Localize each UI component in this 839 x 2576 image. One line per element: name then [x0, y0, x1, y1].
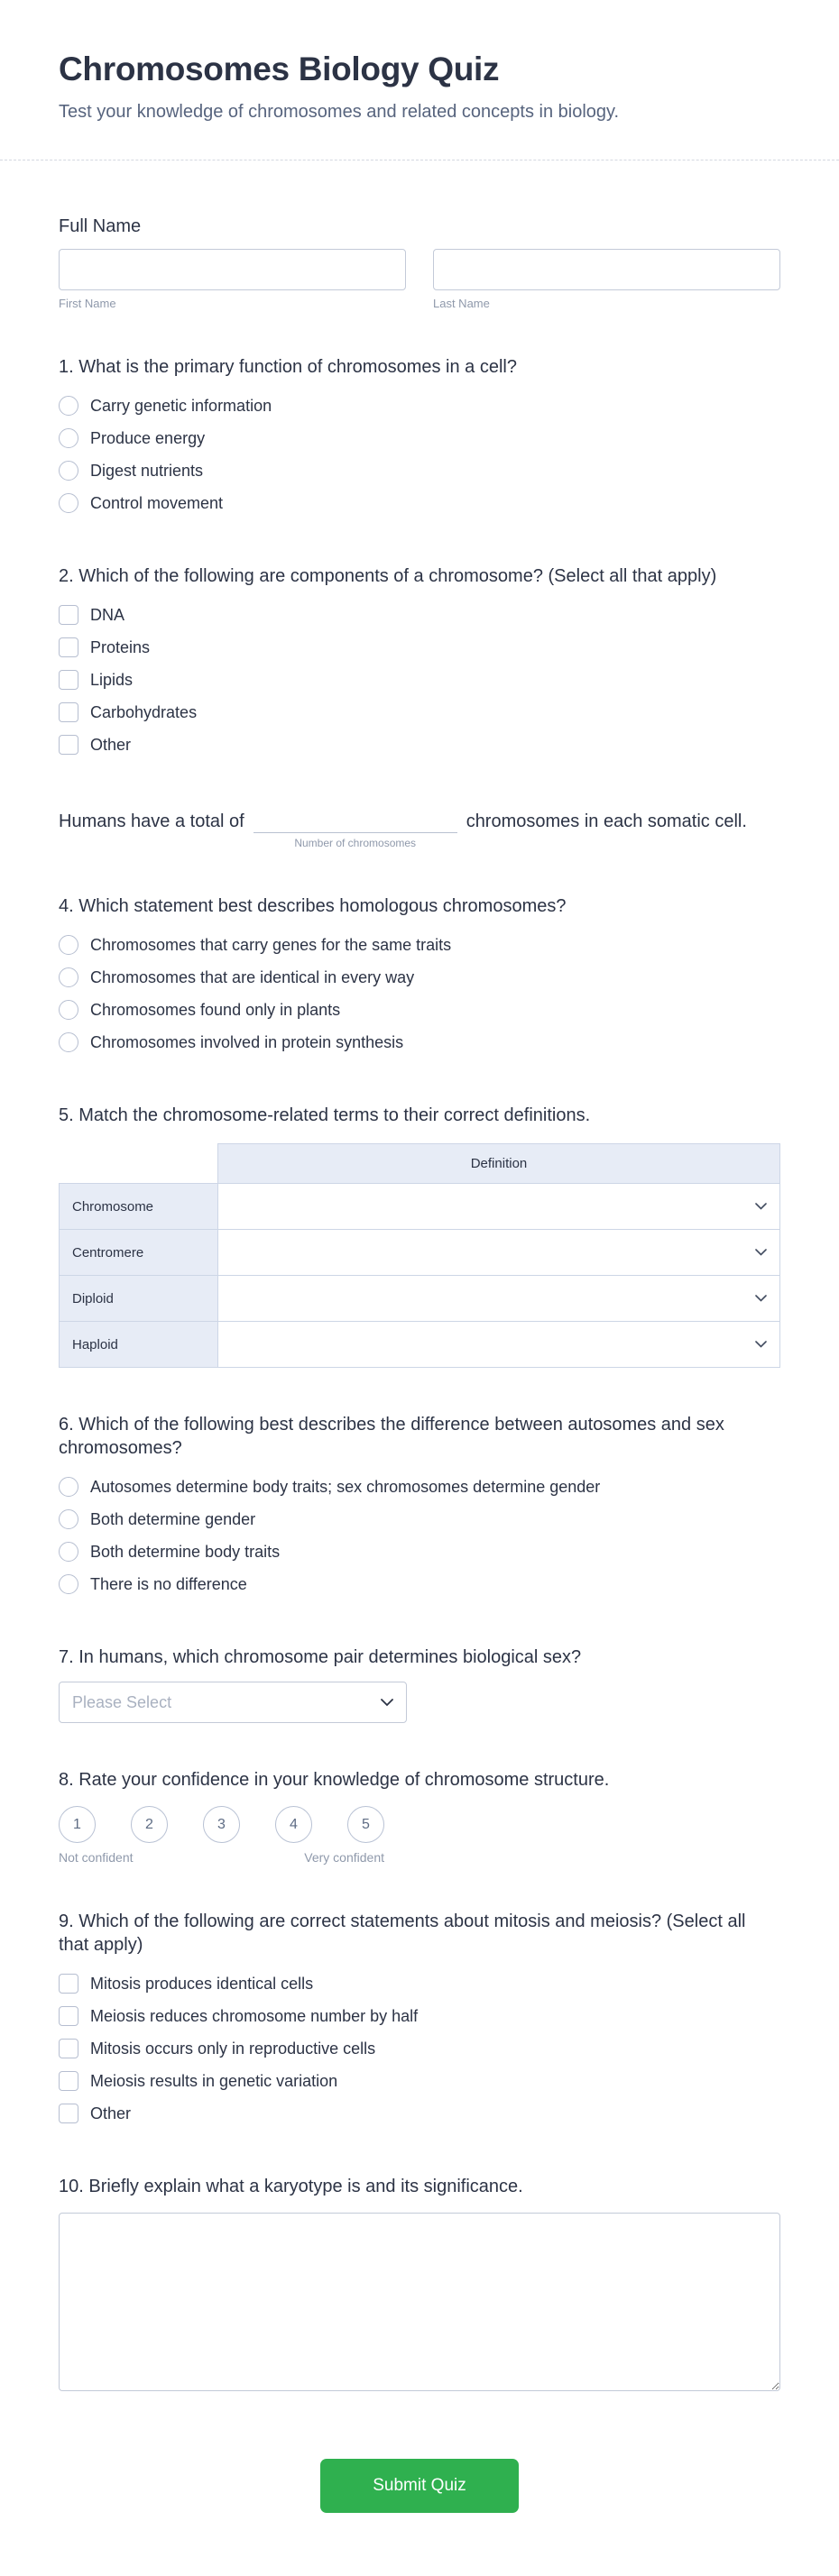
matrix-cell [218, 1276, 780, 1322]
first-name-input[interactable] [59, 249, 406, 290]
q9-option-2[interactable] [59, 2000, 780, 2032]
question-2 [59, 564, 780, 761]
option-label: Chromosomes involved in protein synthesis [90, 1032, 404, 1051]
q2-option-2[interactable] [59, 631, 780, 664]
scale-right-label: Very confident [304, 1850, 384, 1865]
q9-option-other[interactable] [59, 2097, 780, 2130]
submit-button[interactable]: Submit Quiz [320, 2459, 519, 2513]
form-header [0, 0, 839, 160]
option-label: Carry genetic information [90, 396, 272, 415]
option-label: Digest nutrients [90, 461, 204, 480]
q7-label: 7. In humans, which chromosome pair determines biological sex? [59, 1647, 582, 1667]
matrix-table [59, 1143, 780, 1368]
question-4 [59, 894, 780, 1059]
matrix-row-haploid [60, 1322, 780, 1368]
radio-icon[interactable] [59, 396, 78, 416]
checkbox-icon[interactable] [59, 2071, 78, 2091]
chevron-down-icon [755, 1295, 767, 1302]
matrix-row-label: Chromosome [60, 1184, 218, 1230]
chevron-down-icon [755, 1203, 767, 1210]
scale-labels [59, 1850, 384, 1865]
question-7 [59, 1646, 780, 1723]
option-label: Chromosomes that are identical in every way [90, 967, 415, 986]
q1-option-1[interactable] [59, 390, 780, 422]
matrix-cell [218, 1230, 780, 1276]
scale-row [59, 1806, 780, 1843]
karyotype-textarea[interactable] [59, 2213, 780, 2391]
radio-icon[interactable] [59, 1032, 78, 1052]
option-label: Chromosomes found only in plants [90, 1000, 341, 1019]
option-label: Other [90, 2104, 132, 2122]
matrix-row-label: Diploid [60, 1276, 218, 1322]
option-label: Other [90, 735, 132, 754]
option-label: Produce energy [90, 428, 206, 447]
option-label: Carbohydrates [90, 702, 198, 721]
checkbox-icon[interactable] [59, 735, 78, 755]
chevron-down-icon [381, 1699, 393, 1707]
checkbox-icon[interactable] [59, 1974, 78, 1994]
last-name-sublabel: Last Name [433, 297, 490, 310]
question-full-name [59, 215, 780, 310]
option-label: Meiosis reduces chromosome number by half [90, 2006, 419, 2025]
scale-option-5[interactable]: 5 [347, 1806, 384, 1843]
last-name-col [433, 249, 780, 310]
last-name-input[interactable] [433, 249, 780, 290]
q6-option-4[interactable] [59, 1568, 780, 1600]
question-8 [59, 1768, 780, 1865]
checkbox-icon[interactable] [59, 2006, 78, 2026]
fill-text-before: Humans have a total of [59, 811, 244, 831]
checkbox-icon[interactable] [59, 637, 78, 657]
q1-options [59, 390, 780, 519]
matrix-row-centromere [60, 1230, 780, 1276]
q6-options [59, 1471, 780, 1600]
option-label: Mitosis produces identical cells [90, 1974, 314, 1993]
q4-option-3[interactable] [59, 994, 780, 1026]
matrix-cell [218, 1322, 780, 1368]
page-title: Chromosomes Biology Quiz [59, 50, 500, 87]
q6-option-1[interactable] [59, 1471, 780, 1503]
q4-option-1[interactable] [59, 929, 780, 961]
checkbox-icon[interactable] [59, 2039, 78, 2058]
scale-option-3[interactable]: 3 [203, 1806, 240, 1843]
radio-icon[interactable] [59, 1509, 78, 1529]
q1-label: 1. What is the primary function of chromosomes in a cell? [59, 357, 517, 377]
chevron-down-icon [755, 1341, 767, 1348]
option-label: Chromosomes that carry genes for the same traits [90, 935, 452, 954]
option-label: Control movement [90, 493, 224, 512]
q2-option-other[interactable] [59, 729, 780, 761]
matrix-dropdown-haploid[interactable] [218, 1322, 779, 1367]
matrix-row-chromosome [60, 1184, 780, 1230]
q9-label: 9. Which of the following are correct statements about mitosis and meiosis? (Select all that apply) [59, 1911, 746, 1955]
option-label: Autosomes determine body traits; sex chromosomes determine gender [90, 1477, 601, 1496]
question-3 [59, 806, 780, 849]
radio-icon[interactable] [59, 1542, 78, 1562]
q9-options [59, 1967, 780, 2130]
radio-icon[interactable] [59, 1477, 78, 1497]
q6-label: 6. Which of the following best describes the difference between autosomes and sex chromosomes? [59, 1415, 724, 1458]
q2-label: 2. Which of the following are components of a chromosome? (Select all that apply) [59, 566, 717, 586]
submit-row [59, 2459, 780, 2576]
q5-label: 5. Match the chromosome-related terms to their correct definitions. [59, 1105, 591, 1125]
scale-option-4[interactable]: 4 [275, 1806, 312, 1843]
q1-option-4[interactable] [59, 487, 780, 519]
chromosome-count-input[interactable] [254, 806, 457, 833]
q8-label: 8. Rate your confidence in your knowledge of chromosome structure. [59, 1770, 610, 1790]
q2-option-1[interactable] [59, 599, 780, 631]
q6-option-3[interactable] [59, 1536, 780, 1568]
scale-option-2[interactable]: 2 [131, 1806, 168, 1843]
checkbox-icon[interactable] [59, 702, 78, 722]
option-label: There is no difference [90, 1574, 247, 1593]
question-10 [59, 2175, 780, 2396]
first-name-col [59, 249, 406, 310]
option-label: DNA [90, 605, 125, 624]
form-body [0, 215, 839, 2576]
q2-options [59, 599, 780, 761]
radio-icon[interactable] [59, 461, 78, 481]
radio-icon[interactable] [59, 1574, 78, 1594]
chevron-down-icon [755, 1249, 767, 1256]
matrix-row-label: Centromere [60, 1230, 218, 1276]
option-label: Lipids [90, 670, 134, 689]
matrix-column-header: Definition [218, 1144, 780, 1184]
radio-icon[interactable] [59, 493, 78, 513]
question-5 [59, 1104, 780, 1368]
option-label: Proteins [90, 637, 151, 656]
q1-option-3[interactable] [59, 454, 780, 487]
matrix-corner-cell [60, 1144, 218, 1184]
matrix-dropdown-chromosome[interactable] [218, 1184, 779, 1229]
matrix-cell [218, 1184, 780, 1230]
page-subtitle: Test your knowledge of chromosomes and related concepts in biology. [59, 102, 620, 122]
radio-icon[interactable] [59, 428, 78, 448]
first-name-sublabel: First Name [59, 297, 116, 310]
q4-option-4[interactable] [59, 1026, 780, 1059]
matrix-row-diploid [60, 1276, 780, 1322]
q9-option-3[interactable] [59, 2032, 780, 2065]
sex-chromosome-select[interactable] [59, 1682, 407, 1723]
q6-option-2[interactable] [59, 1503, 780, 1536]
q4-label: 4. Which statement best describes homologous chromosomes? [59, 896, 567, 916]
radio-icon[interactable] [59, 967, 78, 987]
option-label: Meiosis results in genetic variation [90, 2071, 338, 2090]
checkbox-icon[interactable] [59, 2104, 78, 2123]
option-label: Both determine body traits [90, 1542, 281, 1561]
question-9 [59, 1910, 780, 2130]
question-6 [59, 1413, 780, 1600]
radio-icon[interactable] [59, 1000, 78, 1020]
matrix-dropdown-centromere[interactable] [218, 1230, 779, 1275]
scale-left-label: Not confident [59, 1850, 134, 1865]
scale-option-1[interactable]: 1 [59, 1806, 96, 1843]
select-placeholder: Please Select [72, 1692, 172, 1711]
blank-sublabel: Number of chromosomes [294, 837, 417, 849]
name-row [59, 249, 780, 310]
matrix-row-label: Haploid [60, 1322, 218, 1368]
q10-label: 10. Briefly explain what a karyotype is and its significance. [59, 2177, 523, 2196]
option-label: Mitosis occurs only in reproductive cells [90, 2039, 376, 2058]
q2-option-3[interactable] [59, 664, 780, 696]
checkbox-icon[interactable] [59, 605, 78, 625]
matrix-dropdown-diploid[interactable] [218, 1276, 779, 1321]
option-label: Both determine gender [90, 1509, 256, 1528]
question-1 [59, 355, 780, 519]
fill-blank-line [59, 806, 780, 849]
q1-option-2[interactable] [59, 422, 780, 454]
blank-wrap [254, 806, 457, 849]
q2-option-4[interactable] [59, 696, 780, 729]
q9-option-1[interactable] [59, 1967, 780, 2000]
radio-icon[interactable] [59, 935, 78, 955]
q4-option-2[interactable] [59, 961, 780, 994]
checkbox-icon[interactable] [59, 670, 78, 690]
q4-options [59, 929, 780, 1059]
full-name-label: Full Name [59, 216, 142, 236]
fill-text-after: chromosomes in each somatic cell. [466, 811, 747, 831]
q9-option-4[interactable] [59, 2065, 780, 2097]
